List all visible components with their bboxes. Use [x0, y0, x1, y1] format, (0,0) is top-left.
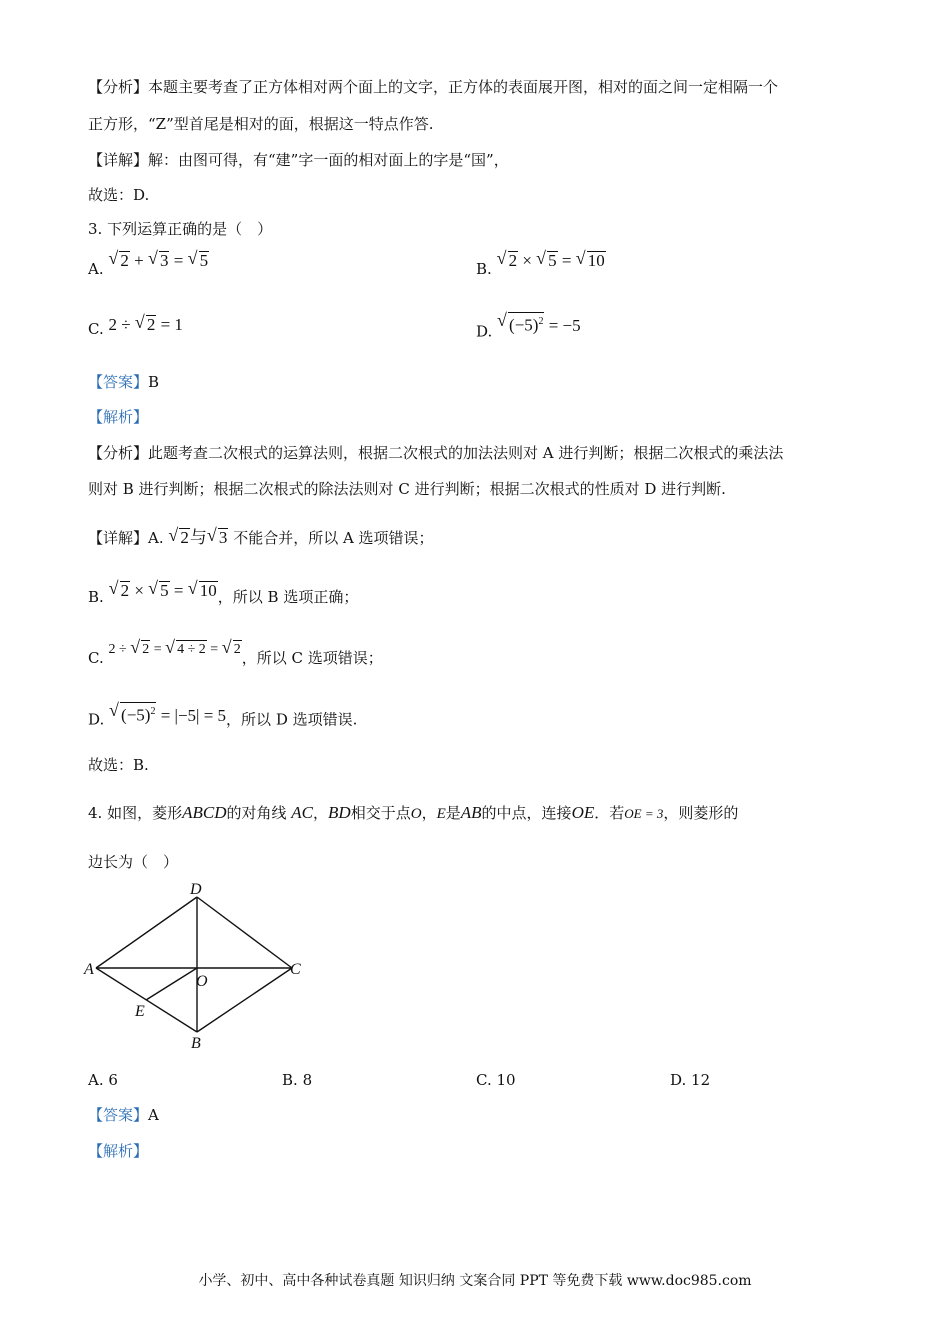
q3-detail-c-label: C.: [88, 649, 104, 667]
q3-option-c-expr: 2 ÷ √ 2 = 1: [108, 312, 183, 334]
q3-detail-c-text: ，所以 C 选项错误；: [241, 649, 383, 667]
q4-option-a: [88, 1069, 118, 1091]
q4-stem-line-2: 边长为（ ）: [88, 853, 179, 871]
analysis-line-1: [88, 76, 778, 98]
q4-option-c-value: 10: [496, 1071, 516, 1089]
q3-detail-a-label: A.: [148, 529, 164, 547]
q4-option-b: [282, 1069, 312, 1091]
detail-text: 解：由图可得，有“建”字一面的相对面上的字是“国”，: [148, 151, 509, 169]
q3-detail-d-text: ，所以 D 选项错误.: [226, 710, 358, 729]
q4-option-b-label: B.: [282, 1071, 298, 1089]
page-footer: 小学、初中、高中各种试卷真题 知识归纳 文案合同 PPT 等免费下载 www.doc985.com: [198, 1273, 752, 1289]
q3-detail-a-expr: √ 2与 √ 3: [168, 525, 228, 547]
q3-option-b: [476, 248, 606, 280]
analysis-text-1: 本题主要考查了正方体相对两个面上的文字，正方体的表面展开图，相对的面之间一定相隔一个: [148, 78, 779, 96]
label-b: B: [191, 1035, 201, 1052]
q4-stem-part: ，: [313, 804, 329, 822]
edge-cb: [197, 968, 292, 1032]
q4-stem-part: 相交于点: [350, 804, 411, 822]
q3-detail-b-text: ，所以 B 选项正确；: [217, 588, 359, 606]
choose-line-1: 故选：D.: [88, 186, 150, 204]
q3-answer-line: [88, 371, 159, 393]
q4-stem-part: ，则菱形的: [663, 804, 739, 822]
q3-explain-tag: 【解析】: [88, 408, 149, 426]
q3-option-a: [88, 248, 209, 280]
q4-option-b-value: 8: [302, 1071, 313, 1089]
q3-option-b-expr: √ 2 × √ 5 = √ 10: [496, 248, 605, 270]
q3-option-a-label: A.: [88, 260, 104, 278]
label-e: E: [135, 1003, 145, 1020]
q3-analysis-line-2: 则对 B 进行判断；根据二次根式的除法法则对 C 进行判断；根据二次根式的性质对 D 进行判断.: [88, 480, 726, 498]
q3-option-a-expr: √ 2 + √ 3 = √ 5: [108, 248, 209, 270]
q3-option-d: [476, 310, 581, 343]
q4-stem-part: 是: [445, 804, 461, 822]
q4-abcd: ABCD: [182, 803, 227, 822]
q3-detail-b: [88, 578, 359, 608]
detail-tag: 【详解】: [88, 151, 149, 169]
q3-detail-tag: 【详解】: [88, 529, 149, 547]
q4-ac: AC: [291, 803, 314, 822]
q3-detail-a-text: 不能合并，所以 A 选项错误；: [233, 529, 434, 547]
q4-option-a-value: 6: [108, 1071, 118, 1089]
q3-detail-a: [88, 527, 434, 549]
edge-ad: [96, 897, 197, 968]
q4-answer-line: [88, 1104, 159, 1126]
q3-option-c-label: C.: [88, 320, 104, 338]
q4-oe3: OE = 3: [624, 806, 664, 821]
q3-detail-d-label: D.: [88, 710, 105, 729]
q4-stem-part: ．若: [594, 804, 625, 822]
detail-line: [88, 149, 509, 171]
q3-option-d-expr: √ $(-5)^2 = -5$: [497, 310, 581, 335]
q3-option-b-label: B.: [476, 260, 492, 278]
q4-stem-part: 的对角线: [226, 804, 287, 822]
q3-stem: 3. 下列运算正确的是（ ）: [88, 220, 273, 238]
analysis-line-2: 正方形，“Z”型首尾是相对的面，根据这一特点作答.: [88, 115, 434, 133]
q4-stem-part: 的中点，连接: [481, 804, 572, 822]
q3-choose: 故选：B.: [88, 756, 149, 774]
q3-detail-b-expr: √ 2 × √ 5 = √ 10: [108, 578, 217, 600]
analysis-tag: 【分析】: [88, 78, 149, 96]
rhombus-figure: [80, 880, 320, 1055]
q4-o: O: [410, 806, 422, 822]
q3-detail-b-label: B.: [88, 588, 104, 606]
q3-option-d-label: D.: [476, 322, 493, 341]
q3-analysis-line-1: [88, 442, 783, 464]
label-o: O: [196, 973, 208, 990]
q4-option-c: [476, 1069, 516, 1091]
q3-detail-c: [88, 637, 383, 671]
q4-option-a-label: A.: [88, 1071, 104, 1089]
q4-explain-tag: 【解析】: [88, 1142, 149, 1160]
q4-bd: BD: [328, 803, 351, 822]
q3-detail-d: [88, 700, 358, 731]
label-c: C: [290, 961, 301, 978]
q4-option-d: [670, 1069, 710, 1091]
q4-stem-part: 4. 如图，菱形: [88, 804, 183, 822]
q3-answer-tag: 【答案】: [88, 373, 149, 391]
label-a: A: [84, 961, 94, 978]
q3-detail-d-expr: √ $(-5)^2 = |-5| = 5$: [109, 700, 227, 725]
q4-option-d-value: 12: [691, 1071, 711, 1089]
q4-answer-tag: 【答案】: [88, 1106, 149, 1124]
q3-detail-c-expr: 2 ÷ √ 2 = √ 4 ÷ 2 = √ 2: [108, 637, 241, 657]
segment-oe: [146, 968, 197, 1000]
q4-option-d-label: D.: [670, 1071, 687, 1089]
q3-analysis-tag: 【分析】: [88, 444, 149, 462]
q4-option-c-label: C.: [476, 1071, 492, 1089]
q4-stem-line-1: 4. 如图，菱形ABCD的对角线 AC，BD相交于点O，E是AB的中点，连接OE．若OE = 3，则菱形的: [88, 803, 739, 822]
q4-answer: A: [148, 1106, 159, 1124]
label-d: D: [190, 881, 202, 898]
q3-answer: B: [148, 373, 160, 391]
edge-dc: [197, 897, 292, 968]
q3-option-c: [88, 312, 183, 340]
q4-e: E: [436, 806, 446, 822]
q3-analysis-text-1: 此题考查二次根式的运算法则，根据二次根式的加法法则对 A 进行判断；根据二次根式的乘法法: [148, 444, 784, 462]
q4-oe: OE: [571, 803, 595, 822]
q4-ab: AB: [460, 803, 482, 822]
